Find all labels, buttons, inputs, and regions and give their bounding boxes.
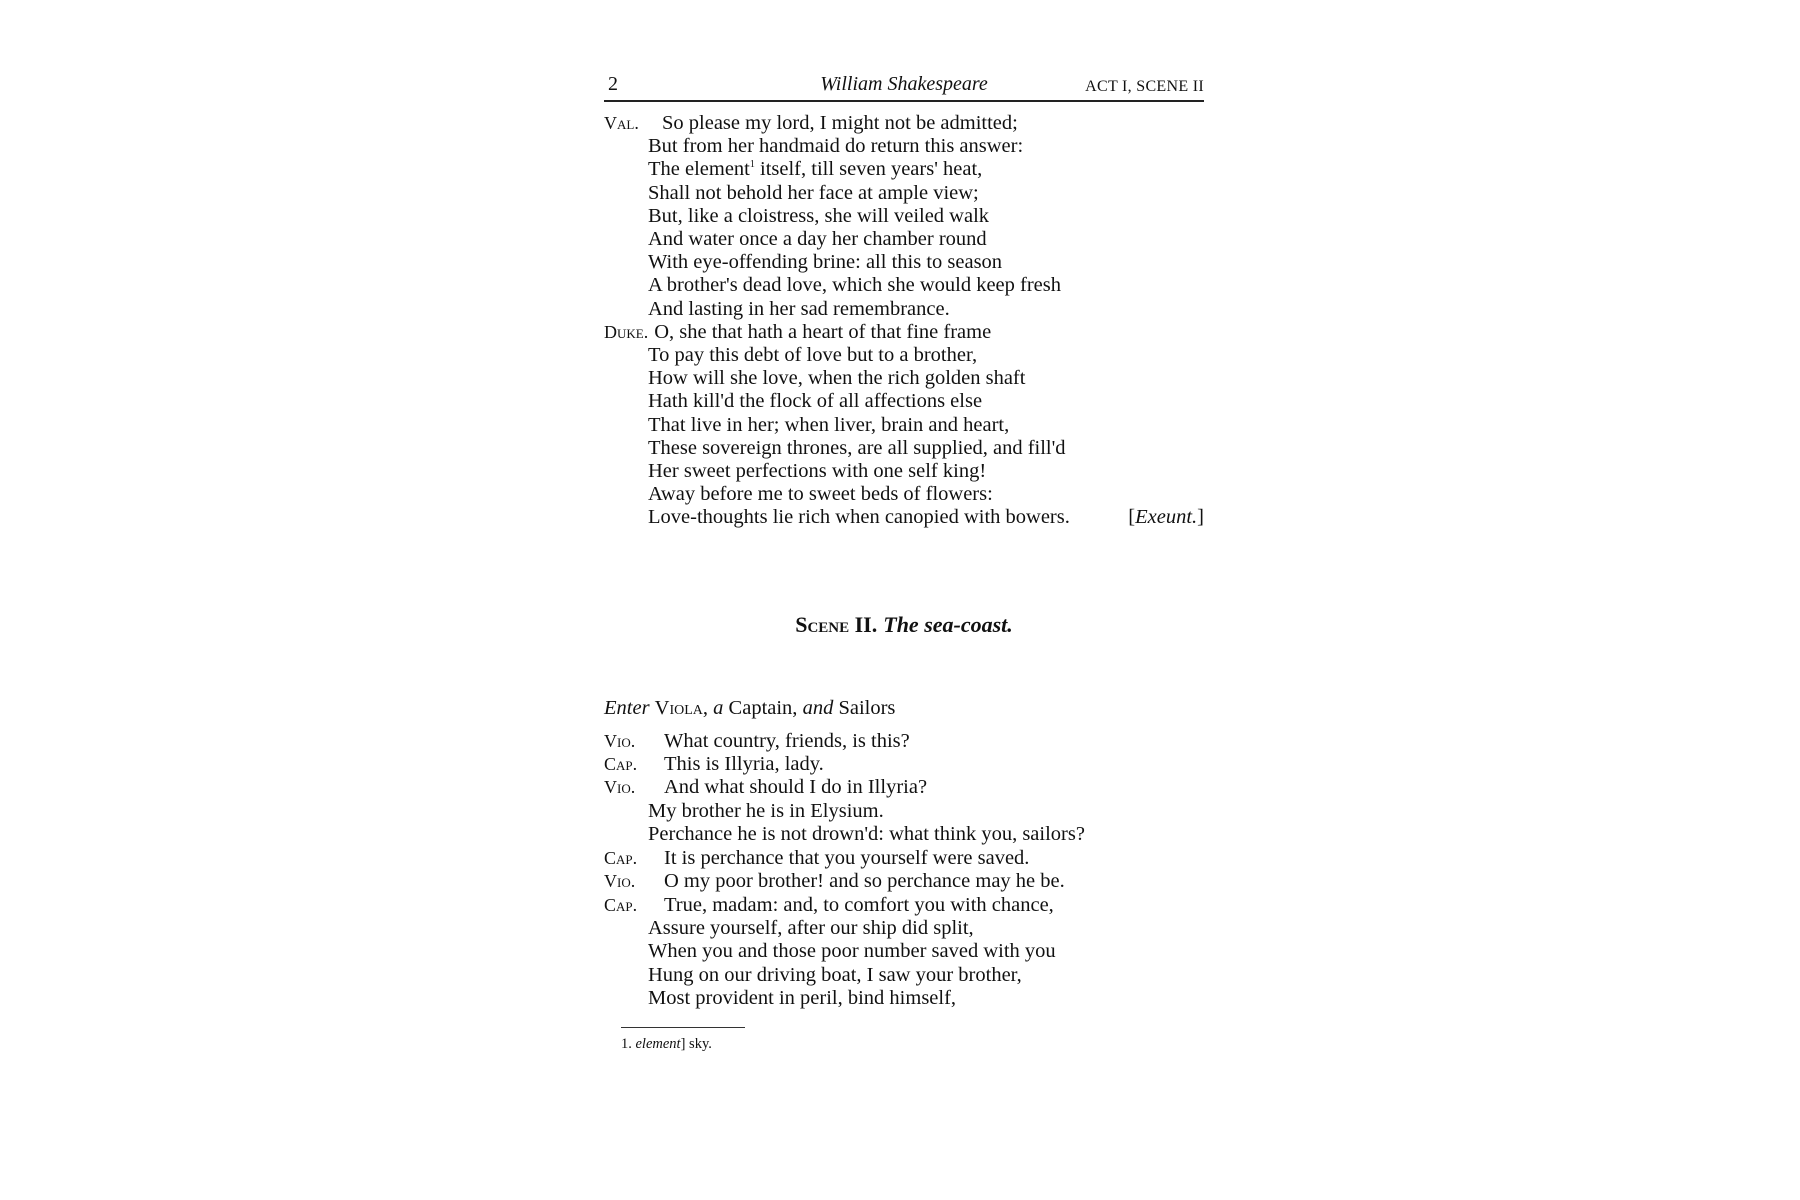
footnote-ref: 1 <box>749 159 755 171</box>
verse-line: Most provident in peril, bind himself, <box>648 987 957 1010</box>
verse-line: These sovereign thrones, are all supplied, and fill'd <box>648 436 1066 459</box>
verse-line: Hath kill'd the flock of all affections else <box>648 390 983 413</box>
verse-line: Shall not behold her face at ample view; <box>648 181 979 204</box>
verse-line: But, like a cloistress, she will veiled walk <box>648 204 990 227</box>
speaker-name: Cap. <box>604 847 638 868</box>
scene-heading <box>604 612 1204 638</box>
verse-line: Love-thoughts lie rich when canopied with bowers. [Exeunt.] <box>648 506 1204 529</box>
verse-line: Away before me to sweet beds of flowers: <box>648 483 993 506</box>
entry-stage-direction: Enter Viola, a Captain, and Sailors <box>604 696 896 719</box>
verse-line: How will she love, when the rich golden shaft <box>648 367 1026 390</box>
speaker-name: Vio. <box>604 730 636 751</box>
verse-line: Duke. O, she that hath a heart of that fine frame <box>604 320 992 343</box>
verse-line: And water once a day her chamber round <box>648 228 987 251</box>
footnote-rule <box>621 1027 745 1028</box>
speech-duke <box>604 321 1204 530</box>
verse-line: Hung on our driving boat, I saw your brother, <box>648 963 1022 986</box>
verse-line: To pay this debt of love but to a brother, <box>648 344 978 367</box>
running-head <box>604 70 1204 102</box>
speech-val <box>604 112 1204 321</box>
verse-line: When you and those poor number saved with you <box>648 940 1056 963</box>
verse-line: Cap. This is Illyria, lady. <box>604 753 824 776</box>
verse-line: Cap. True, madam: and, to comfort you with chance, <box>604 893 1054 916</box>
verse-line: The element$^1$ itself, till seven years' heat, <box>648 158 983 181</box>
speaker-name: Vio. <box>604 777 636 798</box>
verse-line: A brother's dead love, which she would keep fresh <box>648 274 1062 297</box>
stage-direction-exeunt: [Exeunt.] <box>1128 506 1204 529</box>
verse-line: Assure yourself, after our ship did split, <box>648 916 974 939</box>
speaker-name: Vio. <box>604 871 636 892</box>
verse-line: But from her handmaid do return this answer: <box>648 135 1024 158</box>
scene-place: The sea-coast. <box>883 611 1013 637</box>
verse-line: That live in her; when liver, brain and heart, <box>648 413 1010 436</box>
verse-line: And lasting in her sad remembrance. <box>648 297 950 320</box>
verse-line: Cap. It is perchance that you yourself were saved. <box>604 846 1030 869</box>
speaker-name: Cap. <box>604 754 638 775</box>
verse-line: Vio. What country, friends, is this? <box>604 729 910 752</box>
running-author: William Shakespeare <box>820 73 988 95</box>
verse-line: Val. So please my lord, I might not be admitted; <box>604 112 1018 134</box>
verse-line: Perchance he is not drown'd: what think you, sailors? <box>648 823 1085 846</box>
scene1-text <box>604 112 1204 530</box>
scene-label: Scene II. <box>795 611 878 637</box>
speaker-name: Cap. <box>604 894 638 915</box>
footnote: 1. element] sky. <box>621 1035 712 1052</box>
verse-line: Vio. O my poor brother! and so perchance may he be. <box>604 870 1065 893</box>
speaker-name: Duke. <box>604 321 649 342</box>
verse-line: My brother he is in Elysium. <box>648 799 884 822</box>
page-number: 2 <box>608 73 618 95</box>
book-page <box>604 70 1204 1053</box>
scene2-text <box>604 730 1204 1011</box>
running-section: ACT I, SCENE II <box>1085 78 1204 95</box>
verse-line: Her sweet perfections with one self king! <box>648 460 987 483</box>
speaker-name: Val. <box>604 113 639 133</box>
verse-line: Vio. And what should I do in Illyria? <box>604 776 928 799</box>
verse-line: With eye-offending brine: all this to season <box>648 251 1003 274</box>
